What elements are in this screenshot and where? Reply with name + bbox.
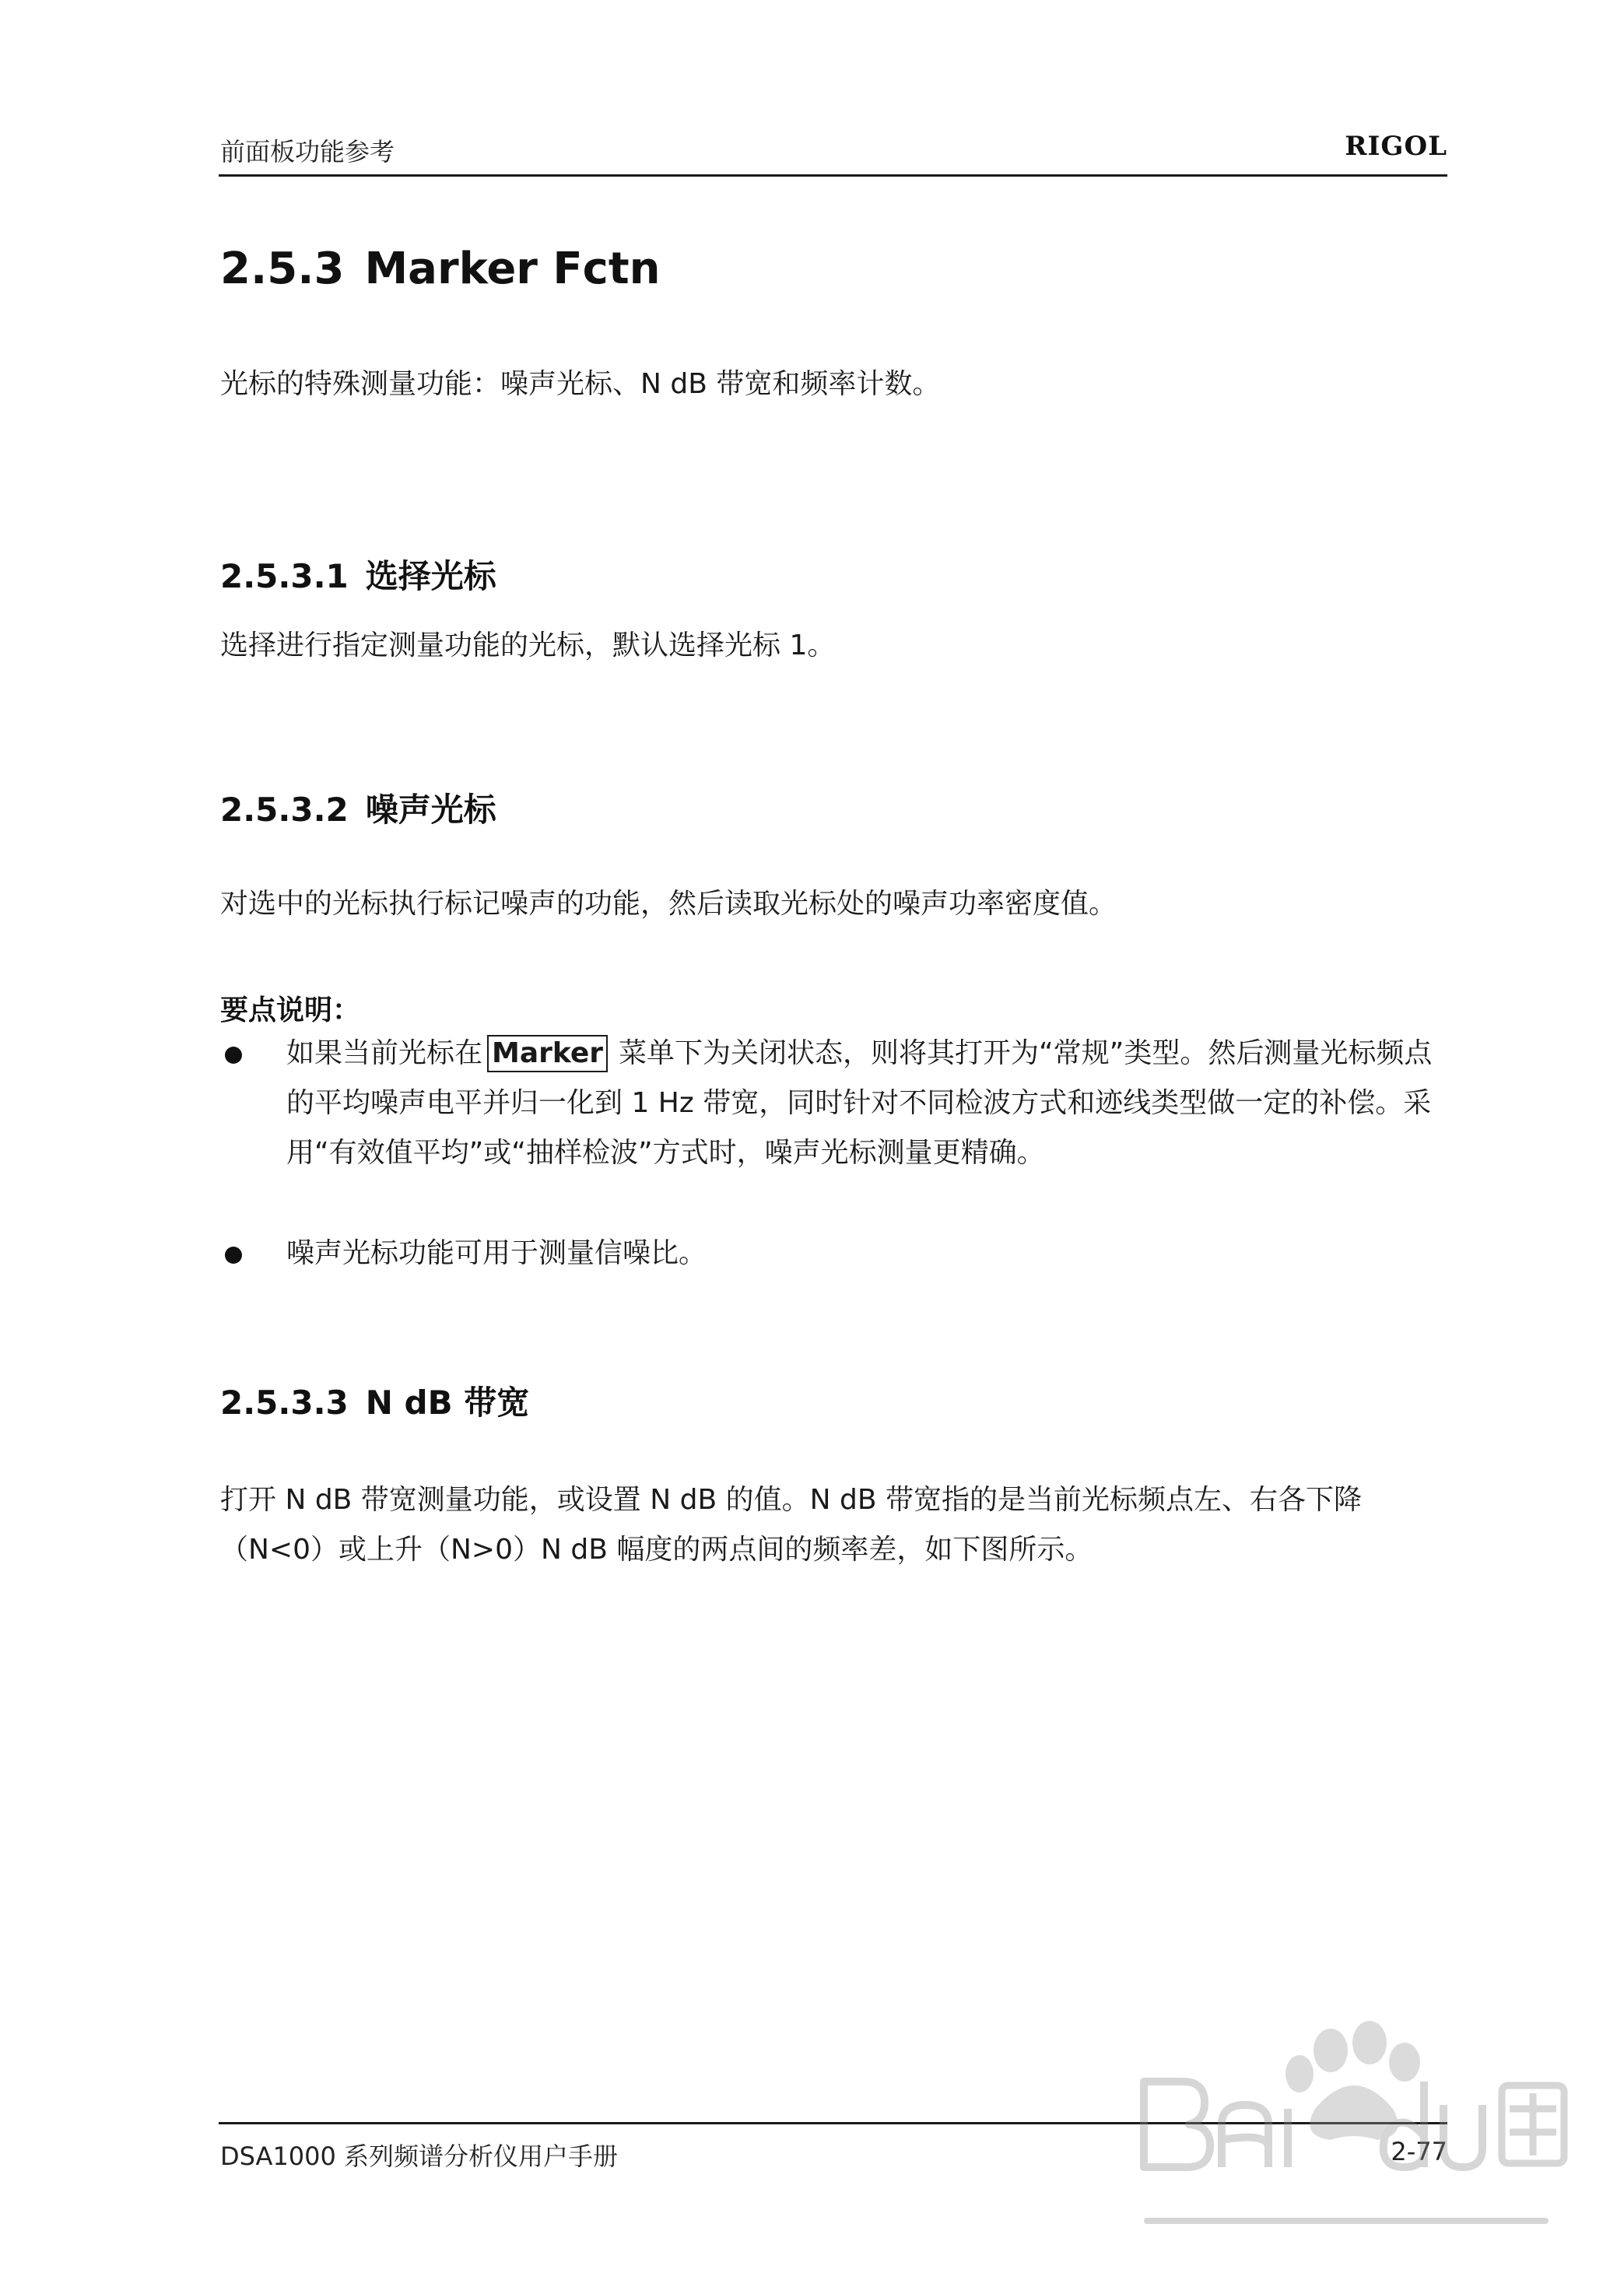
subsection-heading-select-marker [220,551,496,598]
bullet-text-rest: 菜单下为关闭状态，则将其打开为“常规”类型。然后测量光标频点的平均噪声电平并归一化到 1 Hz 带宽，同时针对不同检波方式和迹线类型做一定的补偿。采用“有效值平均”或“抽样检波”方式时，噪声光标测量更精确。 [286,1037,1433,1169]
bullet-text-prefix: 如果当前光标在 [286,1037,483,1069]
subsection-number: 2.5.3.3 [220,1384,349,1422]
header-rule [219,174,1447,177]
subsection-heading-noise-marker [220,784,496,831]
section-number: 2.5.3 [220,244,345,294]
subsection-title: 噪声光标 [365,791,496,829]
footer-manual-title: DSA1000 系列频谱分析仪用户手册 [220,2141,619,2171]
section-heading [220,244,661,294]
subsection-number: 2.5.3.1 [220,557,349,595]
marker-key-label: Marker [487,1035,608,1072]
subsection-number: 2.5.3.2 [220,791,349,829]
subsection-title: N dB 带宽 [365,1384,530,1422]
bullet-icon [225,1047,242,1064]
subsection-title: 选择光标 [365,557,496,595]
subsection-heading-ndb-bandwidth [220,1377,529,1424]
bullet-item-noise-marker-normalize [286,1029,1454,1178]
brand-logo-text: RIGOL [1345,131,1447,162]
section-intro: 光标的特殊测量功能：噪声光标、N dB 带宽和频率计数。 [220,368,941,400]
footer-page-number: 2-77 [1391,2137,1447,2166]
bullet-icon [225,1247,242,1264]
paragraph-noise-marker: 对选中的光标执行标记噪声的功能，然后读取光标处的噪声功率密度值。 [220,888,1117,920]
bullet-item-snr: 噪声光标功能可用于测量信噪比。 [286,1237,707,1269]
baidu-jingyan-watermark-icon [1113,2008,1580,2264]
notes-label: 要点说明： [220,994,361,1026]
paragraph-select-marker: 选择进行指定测量功能的光标，默认选择光标 1。 [220,630,836,661]
running-header-title: 前面板功能参考 [220,137,395,167]
section-title: Marker Fctn [364,244,661,294]
paragraph-ndb-bandwidth: 打开 N dB 带宽测量功能，或设置 N dB 的值。N dB 带宽指的是当前光标频点左、右各下降（N<0）或上升（N>0）N dB 幅度的两点间的频率差，如下图所示。 [220,1484,1362,1566]
